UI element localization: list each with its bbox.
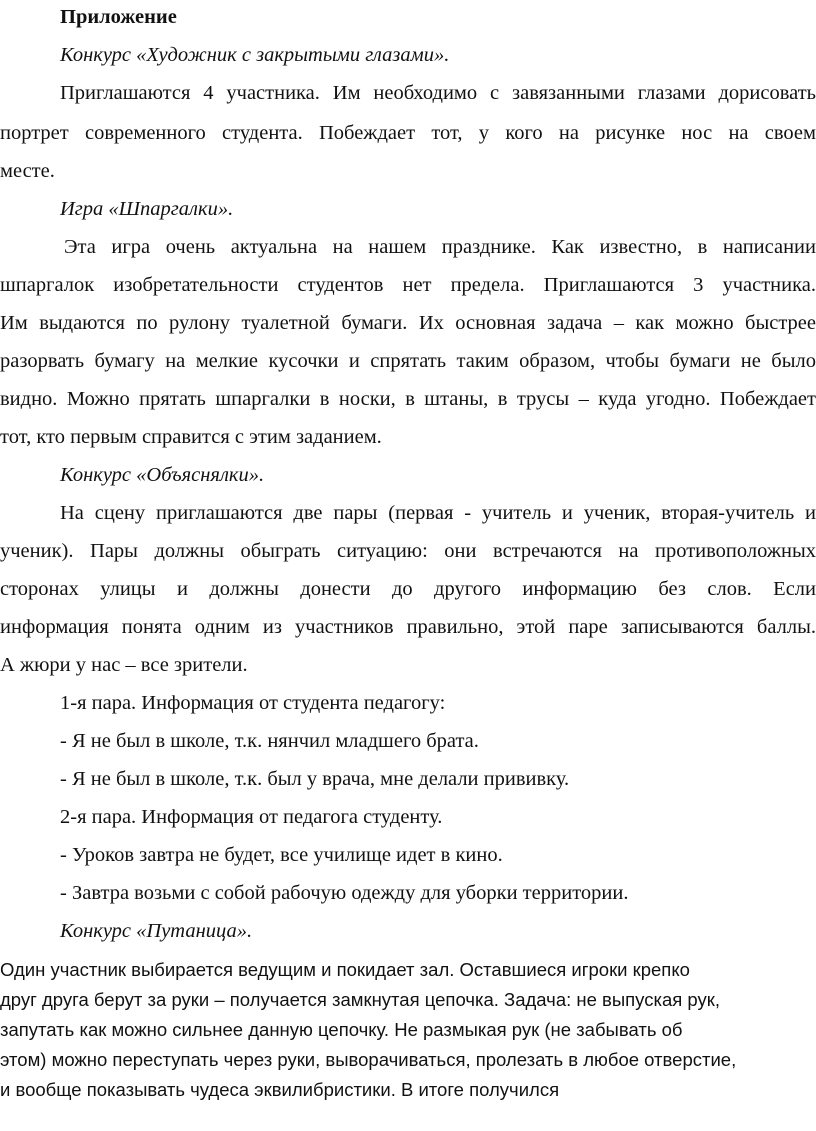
paragraph-line: этом) можно переступать через руки, выворачиваться, пролезать в любое отверстие, [0,1049,737,1070]
contest-title-artist: Конкурс «Художник с закрытыми глазами». [60,44,450,66]
pair-one-item: - Я не был в школе, т.к. нянчил младшего брата. [60,730,479,752]
paragraph-line: сторонах улицы и должны донести до другого информацию без слов. Если [0,578,816,600]
game-title-cheat-sheets: Игра «Шпаргалки». [60,198,234,220]
appendix-heading: Приложение [60,6,177,28]
contest-title-explainers: Конкурс «Объяснялки». [60,464,265,486]
paragraph-line: разорвать бумагу на мелкие кусочки и спрятать таким образом, чтобы бумаги не было [0,350,816,372]
pair-two-heading: 2-я пара. Информация от педагога студенту. [60,806,443,828]
paragraph-line: ученик). Пары должны обыграть ситуацию: они встречаются на противоположных [0,540,816,562]
paragraph-line: А жюри у нас – все зрители. [0,654,248,676]
pair-one-heading: 1-я пара. Информация от студента педагогу: [60,692,446,714]
pair-two-item: - Уроков завтра не будет, все училище идет в кино. [60,844,503,866]
paragraph-line: информация понята одним из участников правильно, этой паре записываются баллы. [0,616,816,638]
paragraph-line: запутать как можно сильнее данную цепочку. Не размыкая рук (не забывать об [0,1019,683,1040]
pair-two-item: - Завтра возьми с собой рабочую одежду для уборки территории. [60,882,629,904]
paragraph-line: тот, кто первым справится с этим заданием. [0,426,382,448]
paragraph-line: Один участник выбирается ведущим и покидает зал. Оставшиеся игроки крепко [0,959,690,980]
paragraph-line: Им выдаются по рулону туалетной бумаги. Их основная задача – как можно быстрее [0,312,816,334]
paragraph-line: шпаргалок изобретательности студентов нет предела. Приглашаются 3 участника. [0,274,816,296]
pair-one-item: - Я не был в школе, т.к. был у врача, мне делали прививку. [60,768,570,790]
paragraph-line: портрет современного студента. Побеждает тот, у кого на рисунке нос на своем [0,122,816,144]
paragraph-line: видно. Можно прятать шпаргалки в носки, в штаны, в трусы – куда угодно. Побеждает [0,388,816,410]
paragraph-line: На сцену приглашаются две пары (первая - учитель и ученик, вторая-учитель и [60,502,816,524]
paragraph-line: Приглашаются 4 участника. Им необходимо с завязанными глазами дорисовать [60,82,816,104]
paragraph-line: Эта игра очень актуальна на нашем празднике. Как известно, в написании [64,236,816,258]
contest-title-tangle: Конкурс «Путаница». [60,920,253,942]
paragraph-line: месте. [0,160,55,182]
paragraph-line: друг друга берут за руки – получается замкнутая цепочка. Задача: не выпуская рук, [0,989,720,1010]
paragraph-line: и вообще показывать чудеса эквилибристики. В итоге получился [0,1079,560,1100]
